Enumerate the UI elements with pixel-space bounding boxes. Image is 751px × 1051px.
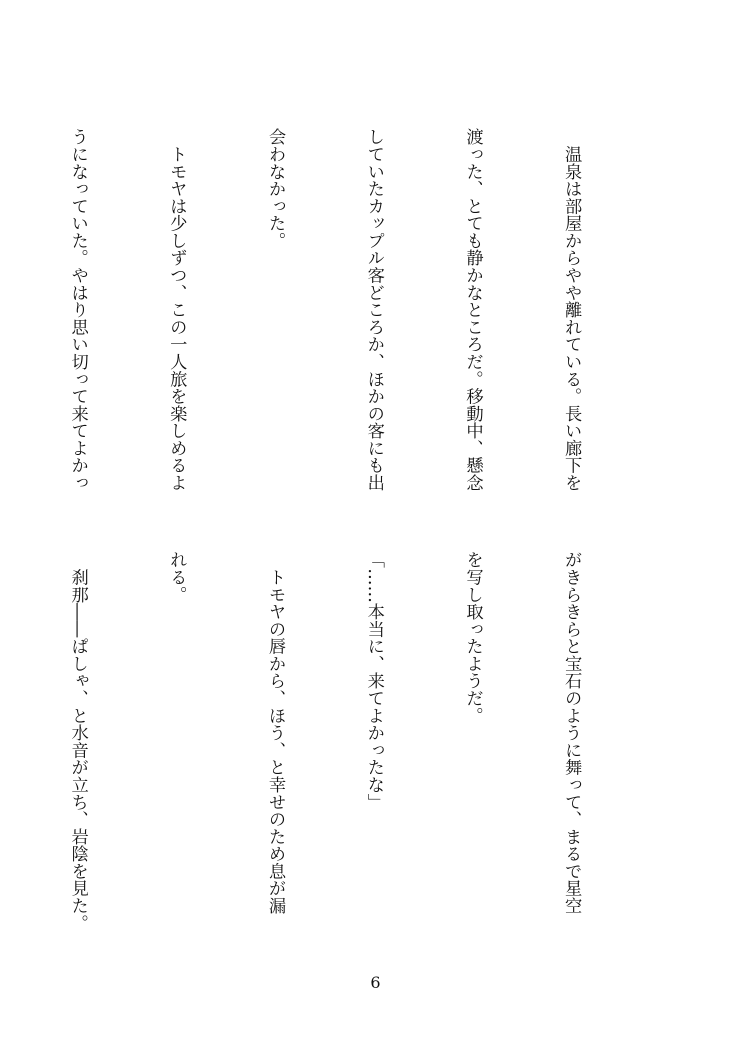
- text-line: 渡った、とても静かなところだ。移動中、懸念: [462, 128, 483, 492]
- text-line: トモヤの唇から、ほう、と幸せのため息が漏: [265, 551, 286, 915]
- text-line: トモヤは少しずつ、この一人旅を楽しめるよ: [166, 128, 187, 492]
- text-line: 温泉は部屋からやや離れている。長い廊下を: [561, 128, 582, 492]
- text-block-bottom: [0, 551, 653, 941]
- text-block-top: [0, 128, 653, 518]
- text-line: 「……本当に、来てよかったな」: [363, 551, 384, 811]
- text-line: 刹那――ぱしゃ、と水音が立ち、岩陰を見た。: [67, 551, 88, 932]
- text-line: 会わなかった。: [265, 128, 286, 250]
- text-line: うになっていた。やはり思い切って来てよかっ: [67, 128, 88, 492]
- text-line: がきらきらと宝石のように舞って、まるで星空: [561, 551, 582, 915]
- text-line: を写し取ったようだ。: [462, 551, 483, 724]
- page-number: 6: [370, 973, 381, 992]
- text-line: れる。: [166, 551, 187, 603]
- text-line: していたカップル客どころか、ほかの客にも出: [363, 128, 384, 492]
